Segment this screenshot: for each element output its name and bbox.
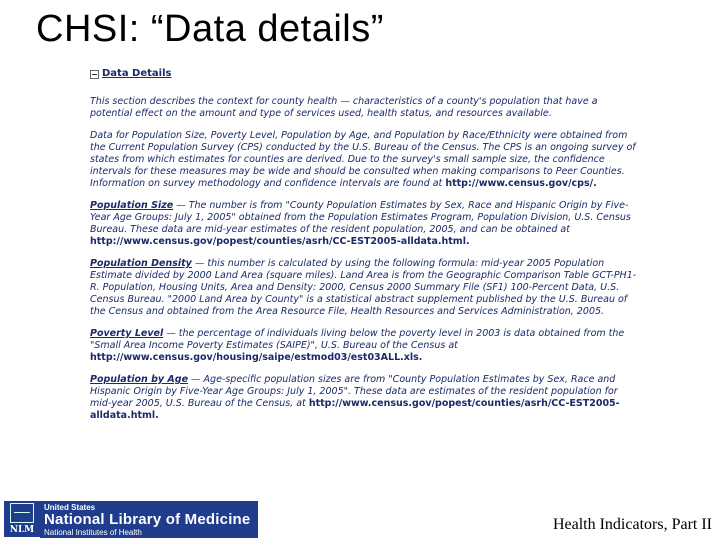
population-by-age-link[interactable]: http://www.census.gov/popest/counties/asrh/CC-EST2005-alldata.html. xyxy=(90,398,620,421)
population-by-age-text: — Age-specific population sizes are from "County Population Estimates by Sex, Race and Hispanic Origin by Five-Year Age Groups: July 1, 2005". These data are estimates of the resident population for mid-year 2005, U.S. Bureau of the Census, at xyxy=(90,374,618,409)
footer-caption: Health Indicators, Part II xyxy=(552,516,712,533)
poverty-level-text: — the percentage of individuals living below the poverty level in 2003 is data obtained from the "Small Area Income Poverty Estimates (SAIPE)", U.S. Bureau of the Census at xyxy=(90,328,625,351)
nlm-line2: National Library of Medicine xyxy=(44,510,251,528)
data-details-panel xyxy=(90,68,640,432)
nlm-line1: United States xyxy=(44,502,96,512)
population-by-age-paragraph xyxy=(90,374,640,422)
data-details-header[interactable] xyxy=(90,68,640,80)
nlm-wordmark xyxy=(40,501,258,538)
population-density-paragraph xyxy=(90,258,640,318)
nlm-line3: National Institutes of Health xyxy=(44,527,142,537)
cps-paragraph xyxy=(90,130,640,190)
population-size-paragraph xyxy=(90,200,640,248)
collapse-icon[interactable] xyxy=(90,70,99,79)
poverty-level-term: Poverty Level xyxy=(90,328,164,339)
population-size-link[interactable]: http://www.census.gov/popest/counties/asrh/CC-EST2005-alldata.html. xyxy=(90,236,470,247)
nlm-badge xyxy=(4,501,40,537)
slide-title: CHSI: “Data details” xyxy=(36,8,384,50)
population-size-term: Population Size xyxy=(90,200,174,211)
nlm-badge-text: NLM xyxy=(9,525,35,535)
intro-paragraph xyxy=(90,96,640,120)
intro-text: This section describes the context for county health — characteristics of a county's population that have a potential effect on the amount and type of services used, health status, and resources available. xyxy=(90,96,598,119)
population-by-age-term: Population by Age xyxy=(90,374,189,385)
data-details-title[interactable]: Data Details xyxy=(102,68,172,79)
cps-text: Data for Population Size, Poverty Level, Population by Age, and Population by Race/Ethnicity were obtained from the Current Population Survey (CPS) conducted by the U.S. Bureau of the Census. The CPS is an ongoing survey of states from which estimates for counties are derived. Due to the survey's small sample size, the confidence intervals for these measures may be wide and should be consulted when making comparisons to Peer Counties. Information on survey methodology and confidence intervals are found at xyxy=(90,130,636,189)
nlm-logo xyxy=(4,500,264,538)
cps-link[interactable]: http://www.census.gov/cps/. xyxy=(445,178,597,189)
population-density-term: Population Density xyxy=(90,258,192,269)
poverty-level-link[interactable]: http://www.census.gov/housing/saipe/estmod03/est03ALL.xls. xyxy=(90,352,423,363)
population-size-text: — The number is from "County Population Estimates by Sex, Race and Hispanic Origin by Five-Year Age Groups: July 1, 2005" obtained from the Population Estimates Program, Population Division, U.S. Census Bureau. These data are mid-year estimates of the resident population, 2005, and can be obtained at xyxy=(90,200,631,235)
nlm-emblem-icon xyxy=(10,503,34,523)
poverty-level-paragraph xyxy=(90,328,640,364)
population-density-text: — this number is calculated by using the following formula: mid-year 2005 Population Estimate divided by 2000 Land Area (square miles). Land Area is from the Geographic Comparison Table GCT-PH1-R. Population, Housing Units, Area and Density: 2000, Census 2000 Summary File (SF1) 100-Percent Data, U.S. Census Bureau. "2000 Land Area by County" is a statistical abstract supplement published by the U.S. Bureau of the Census and obtained from the Area Resource File, Health Resources and Services Administration, 2005. xyxy=(90,258,637,317)
